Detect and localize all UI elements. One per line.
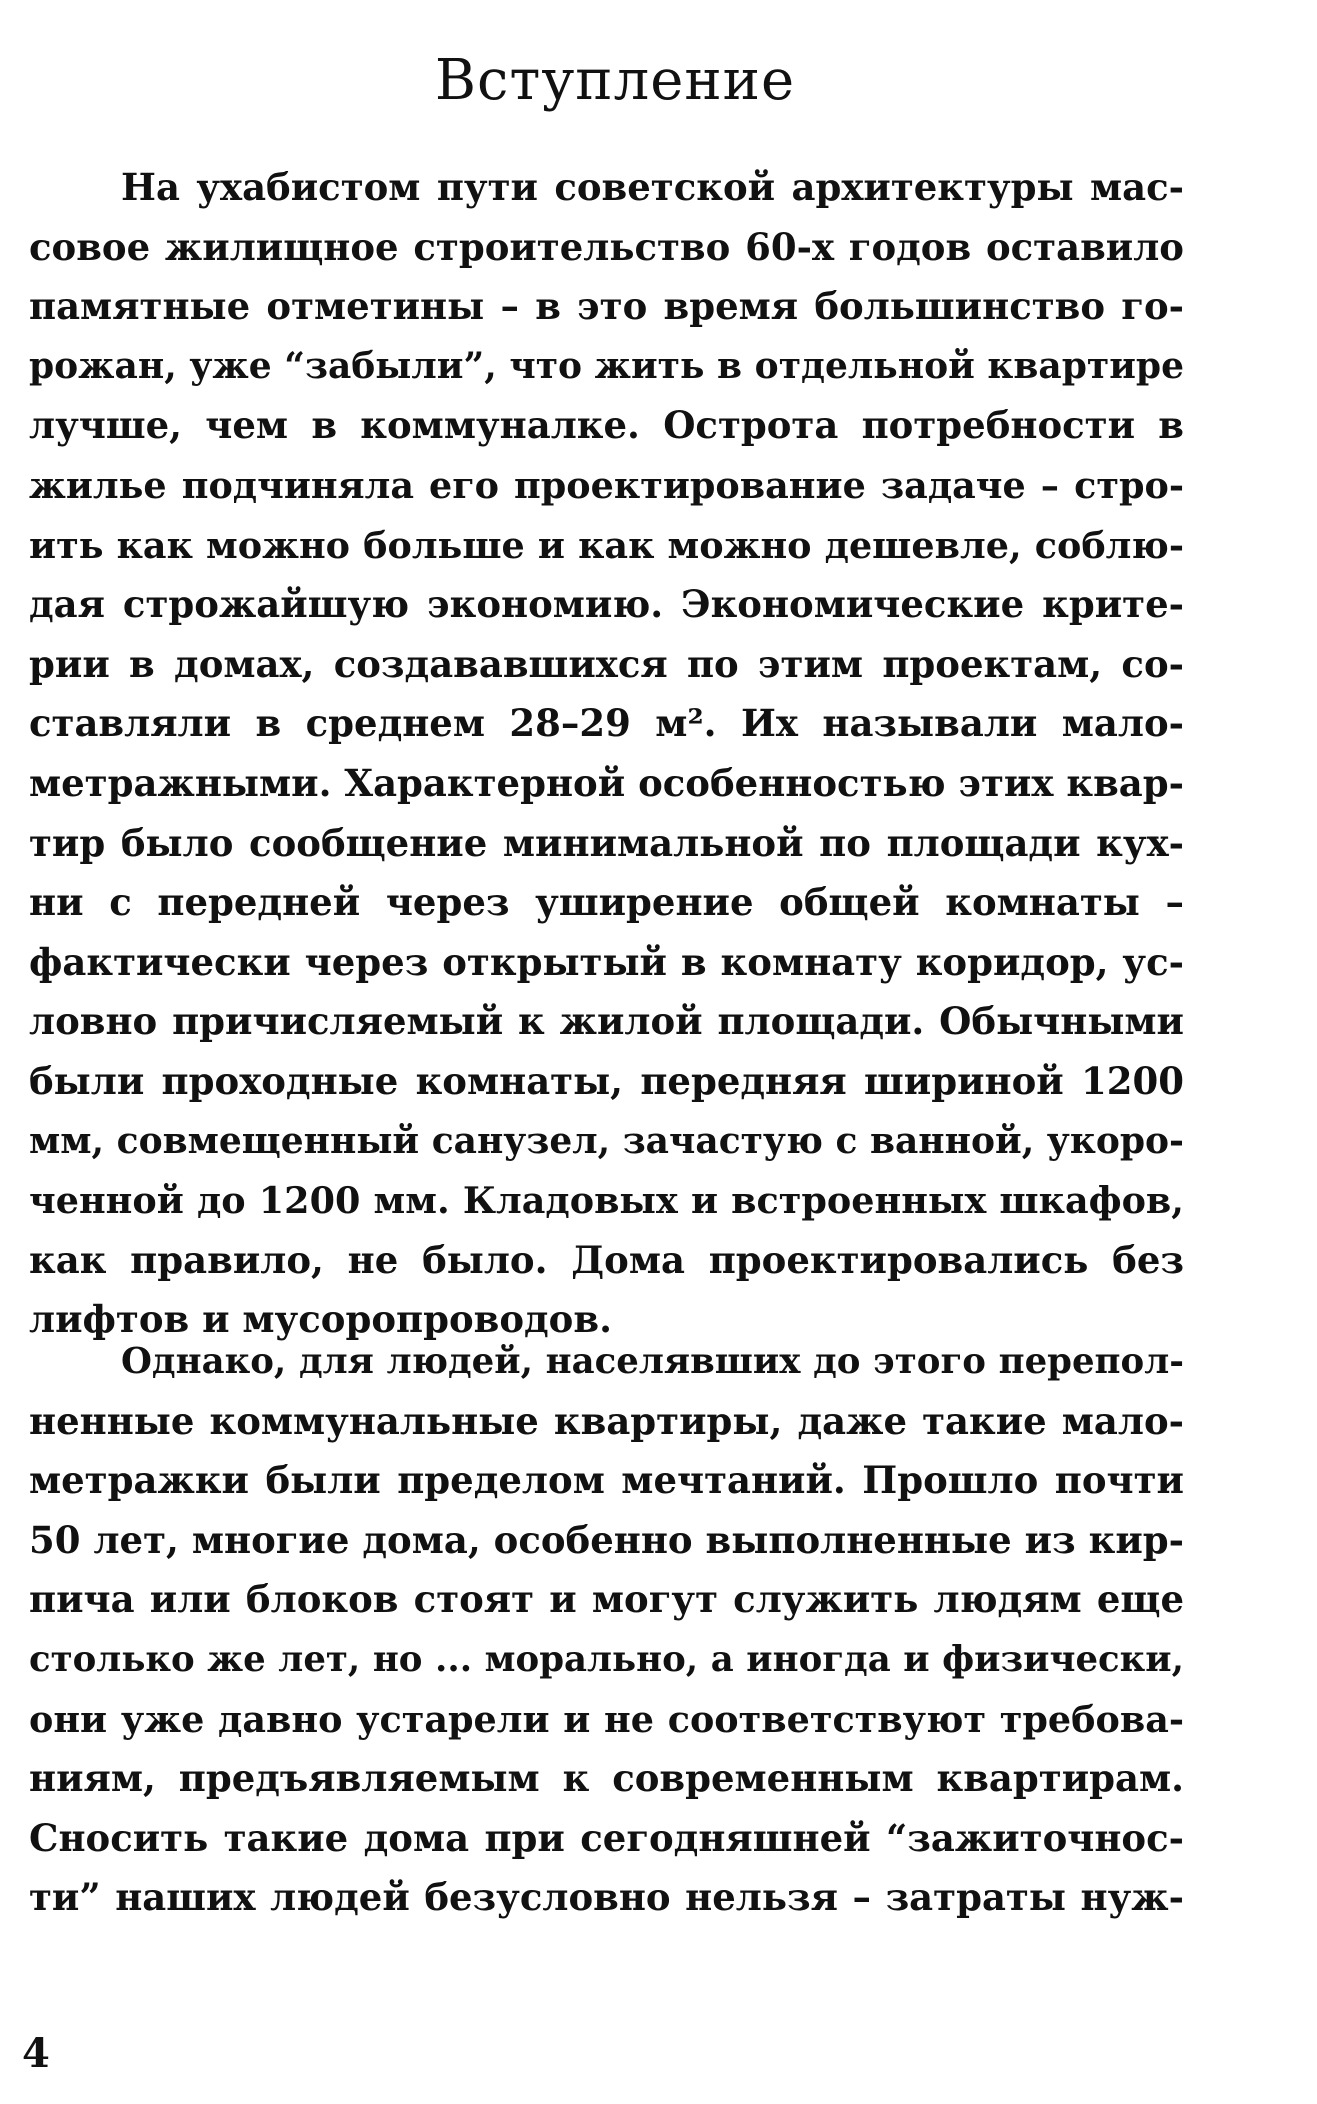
text-line: дая строжайшую экономию. Экономические крите- (29, 582, 1184, 627)
text-line: совое жилищное строительство 60-х годов оставило (29, 224, 1184, 269)
page-number: 4 (22, 2030, 50, 2077)
text-line: метражки были пределом мечтаний. Прошло почти (29, 1458, 1184, 1503)
text-line: ить как можно больше и как можно дешевле, соблю- (29, 523, 1184, 567)
text-line: ни с передней через уширение общей комнаты – (29, 880, 1184, 925)
text-line: мм, совмещенный санузел, зачастую с ванной, укоро- (29, 1119, 1184, 1162)
text-line: ставляли в среднем 28–29 м². Их называли мало- (29, 701, 1184, 746)
text-line: были проходные комнаты, передняя шириной 1200 (29, 1058, 1184, 1103)
text-line: рии в домах, создававшихся по этим проектам, со- (29, 641, 1184, 686)
text-line: столько же лет, но ... морально, а иногда и физически, (29, 1638, 1184, 1680)
text-line: На ухабистом пути советской архитектуры мас- (121, 165, 1184, 209)
paragraph-2 (29, 1332, 1184, 1928)
chapter-title: Вступление (434, 48, 796, 113)
text-line: ловно причисляемый к жилой площади. Обычными (29, 999, 1184, 1044)
text-line: лифтов и мусоропроводов. (29, 1297, 612, 1342)
text-line: пича или блоков стоят и могут служить людям еще (29, 1577, 1184, 1622)
text-line: ненные коммунальные квартиры, даже такие мало- (29, 1398, 1184, 1443)
text-line: лучше, чем в коммуналке. Острота потребности в (29, 403, 1184, 448)
text-line: ниям, предъявляемым к современным квартирам. (29, 1756, 1184, 1801)
text-line: тир было сообщение минимальной по площади кух- (29, 820, 1184, 865)
text-line: они уже давно устарели и не соответствуют требова- (29, 1697, 1184, 1741)
text-line: Сносить такие дома при сегодняшней “зажиточнос- (29, 1815, 1184, 1860)
paragraph-1 (29, 158, 1184, 1350)
text-line: как правило, не было. Дома проектировались без (29, 1237, 1184, 1282)
text-line: фактически через открытый в комнату коридор, ус- (29, 939, 1184, 984)
text-line: метражными. Характерной особенностью этих квар- (29, 760, 1184, 805)
text-line: 50 лет, многие дома, особенно выполненные из кир- (29, 1517, 1184, 1562)
text-line: Однако, для людей, населявших до этого перепол- (121, 1341, 1184, 1382)
text-line: памятные отметины – в это время большинство го- (29, 284, 1184, 329)
text-line: жилье подчиняла его проектирование задаче – стро- (29, 463, 1184, 507)
text-line: ченной до 1200 мм. Кладовых и встроенных шкафов, (29, 1179, 1184, 1223)
text-line: рожан, уже “забыли”, что жить в отдельной квартире (29, 344, 1184, 387)
text-line: ти” наших людей безусловно нельзя – затраты нуж- (29, 1875, 1184, 1920)
